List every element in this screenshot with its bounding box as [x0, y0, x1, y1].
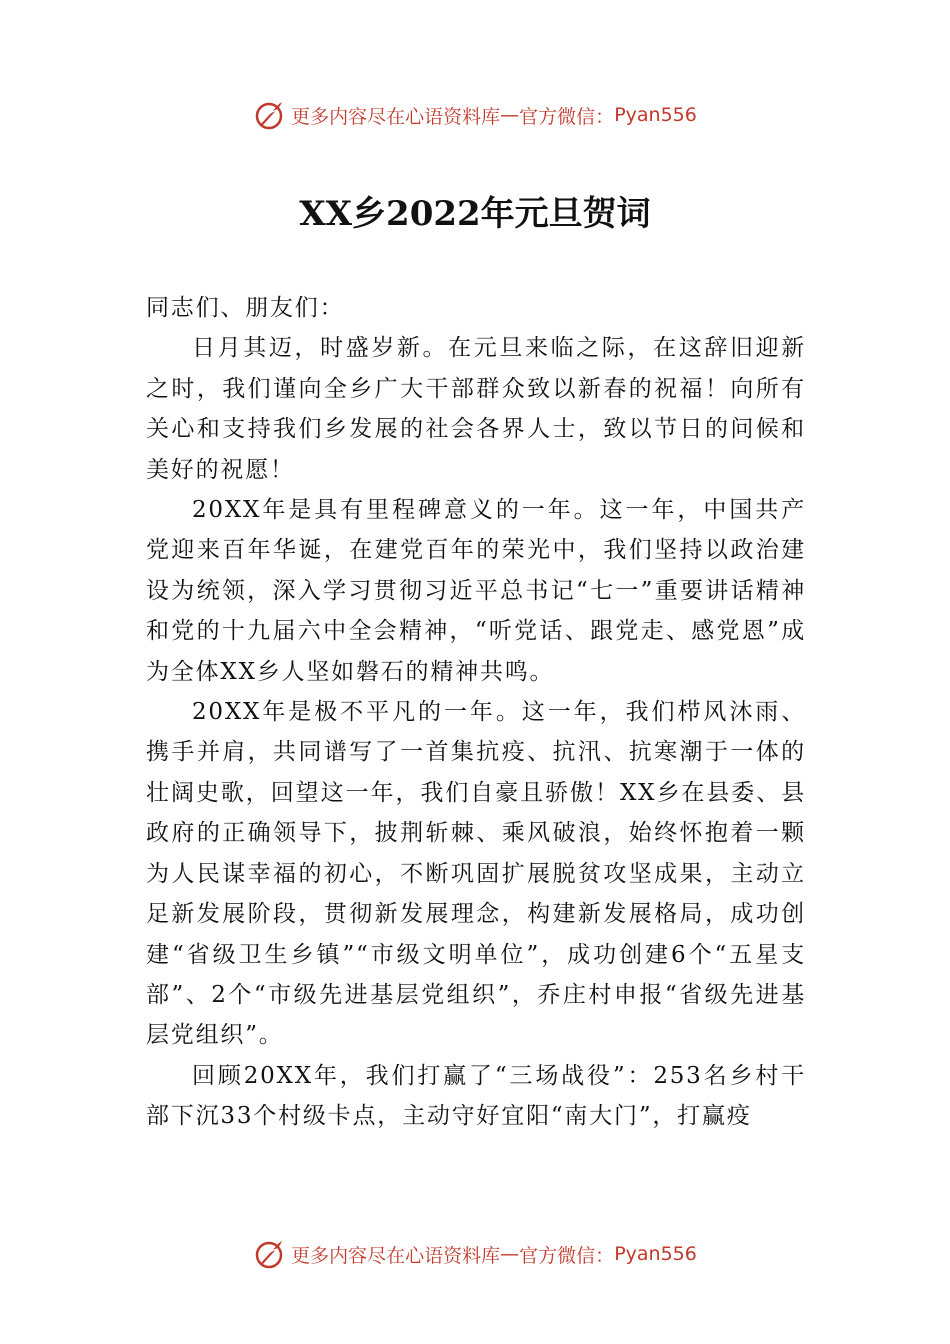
watermark-text: 更多内容尽在心语资料库	[291, 105, 501, 128]
salutation: 同志们、朋友们：	[146, 295, 345, 321]
watermark-text: 更多内容尽在心语资料库	[291, 1244, 501, 1267]
paragraph: 20XX年是极不平凡的一年。这一年，我们栉风沐雨、携手并肩，共同谱写了一首集抗疫、抗汛、抗寒潮于一体的壮阔史歌，回望这一年，我们自豪且骄傲！XX乡在县委、县政府的正确领导下，披荆斩棘、乘风破浪，始终怀抱着一颗为人民谋幸福的初心，不断巩固扩展脱贫攻坚成果，主动立足新发展阶段，贯彻新发展理念，构建新发展格局，成功创建“省级卫生乡镇”“市级文明单位”，成功创建6个“五星支部”、2个“市级先进基层党组织”，乔庄村申报“省级先进基层党组织”。	[146, 699, 806, 1049]
paragraph: 日月其迈，时盛岁新。在元旦来临之际，在这辞旧迎新之时，我们谨向全乡广大干部群众致以新春的祝福！向所有关心和支持我们乡发展的社会各界人士，致以节日的问候和美好的祝愿！	[146, 335, 806, 483]
paragraph: 20XX年是具有里程碑意义的一年。这一年，中国共产党迎来百年华诞，在建党百年的荣光中，我们坚持以政治建设为统领，深入学习贯彻习近平总书记“七一”重要讲话精神和党的十九届六中全会精神，“听党话、跟党走、感党恩”成为全体XX乡人坚如磐石的精神共鸣。	[146, 497, 806, 685]
watermark-separator: —	[500, 1243, 520, 1265]
watermark-wechat-id: Pyan556	[614, 104, 697, 126]
watermark-wechat-label: 官方微信：	[519, 105, 615, 128]
watermark-separator: —	[500, 104, 520, 126]
paragraph: 回顾20XX年，我们打赢了“三场战役”：253名乡村干部下沉33个村级卡点，主动守好宜阳“南大门”，打赢疫	[146, 1062, 806, 1130]
header-watermark	[0, 95, 950, 135]
quill-logo-icon	[253, 98, 287, 132]
quill-logo-icon	[253, 1237, 287, 1271]
watermark-wechat-label: 官方微信：	[519, 1244, 615, 1267]
watermark-wechat-id: Pyan556	[614, 1243, 697, 1265]
document-body	[146, 288, 806, 1137]
footer-watermark	[0, 1234, 950, 1274]
document-title: XX乡2022年元旦贺词	[299, 194, 651, 234]
